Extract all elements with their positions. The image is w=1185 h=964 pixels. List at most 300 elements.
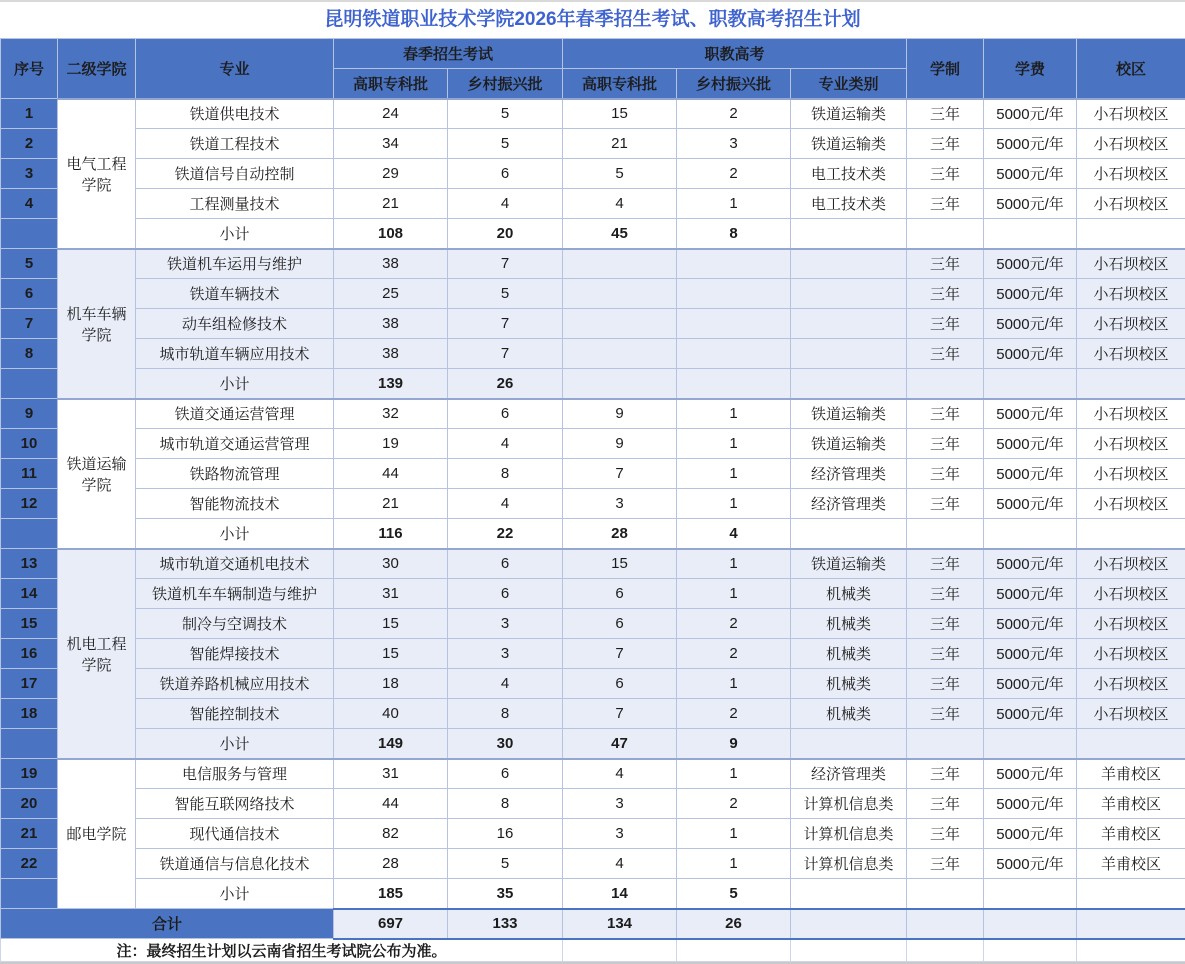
tuition-value: 5000元/年 bbox=[984, 699, 1077, 729]
subtotal-empty-duration bbox=[907, 219, 984, 249]
voc-gaozhi-value bbox=[563, 249, 677, 279]
major-category bbox=[791, 309, 907, 339]
spring-rural-value: 6 bbox=[448, 549, 563, 579]
tuition-value: 5000元/年 bbox=[984, 639, 1077, 669]
duration-value: 三年 bbox=[907, 579, 984, 609]
duration-value: 三年 bbox=[907, 669, 984, 699]
campus-value: 小石坝校区 bbox=[1077, 699, 1185, 729]
major-category: 铁道运输类 bbox=[791, 429, 907, 459]
row-seq: 9 bbox=[1, 399, 58, 429]
total-empty-category bbox=[791, 909, 907, 939]
major-row bbox=[1, 789, 1185, 819]
major-category: 计算机信息类 bbox=[791, 819, 907, 849]
subtotal-voc-gaozhi bbox=[563, 369, 677, 399]
spring-rural-value: 7 bbox=[448, 249, 563, 279]
page-title: 昆明铁道职业技术学院2026年春季招生考试、职教高考招生计划 bbox=[0, 2, 1185, 38]
voc-gaozhi-value: 5 bbox=[563, 159, 677, 189]
subtotal-label: 小计 bbox=[136, 519, 334, 549]
tuition-value: 5000元/年 bbox=[984, 189, 1077, 219]
header-college: 二级学院 bbox=[58, 39, 136, 99]
campus-value: 小石坝校区 bbox=[1077, 309, 1185, 339]
row-seq-empty bbox=[1, 729, 58, 759]
tuition-value: 5000元/年 bbox=[984, 819, 1077, 849]
voc-rural-value: 2 bbox=[677, 789, 791, 819]
duration-value: 三年 bbox=[907, 399, 984, 429]
voc-gaozhi-value: 6 bbox=[563, 609, 677, 639]
major-name: 现代通信技术 bbox=[136, 819, 334, 849]
campus-value: 小石坝校区 bbox=[1077, 279, 1185, 309]
spring-gaozhi-value: 24 bbox=[334, 99, 448, 129]
spring-rural-value: 5 bbox=[448, 849, 563, 879]
spring-gaozhi-value: 19 bbox=[334, 429, 448, 459]
voc-rural-value: 1 bbox=[677, 399, 791, 429]
subtotal-empty-category bbox=[791, 519, 907, 549]
total-row bbox=[1, 909, 1185, 939]
major-row bbox=[1, 249, 1185, 279]
header-tuition: 学费 bbox=[984, 39, 1077, 99]
major-row bbox=[1, 699, 1185, 729]
header-campus: 校区 bbox=[1077, 39, 1185, 99]
major-row bbox=[1, 669, 1185, 699]
total-spring-rural: 133 bbox=[448, 909, 563, 939]
campus-value: 小石坝校区 bbox=[1077, 99, 1185, 129]
subtotal-spring-gaozhi: 116 bbox=[334, 519, 448, 549]
tuition-value: 5000元/年 bbox=[984, 489, 1077, 519]
major-name: 铁道通信与信息化技术 bbox=[136, 849, 334, 879]
spring-rural-value: 6 bbox=[448, 399, 563, 429]
voc-rural-value: 1 bbox=[677, 579, 791, 609]
total-voc-rural: 26 bbox=[677, 909, 791, 939]
total-voc-gaozhi: 134 bbox=[563, 909, 677, 939]
duration-value: 三年 bbox=[907, 189, 984, 219]
major-name: 铁道交通运营管理 bbox=[136, 399, 334, 429]
major-name: 智能焊接技术 bbox=[136, 639, 334, 669]
subtotal-empty-campus bbox=[1077, 369, 1185, 399]
row-seq: 2 bbox=[1, 129, 58, 159]
spring-rural-value: 3 bbox=[448, 639, 563, 669]
subtotal-voc-gaozhi: 45 bbox=[563, 219, 677, 249]
subtotal-spring-rural: 30 bbox=[448, 729, 563, 759]
major-row bbox=[1, 639, 1185, 669]
subtotal-empty-campus bbox=[1077, 879, 1185, 909]
duration-value: 三年 bbox=[907, 99, 984, 129]
major-name: 铁道机车运用与维护 bbox=[136, 249, 334, 279]
row-seq: 16 bbox=[1, 639, 58, 669]
subtotal-empty-duration bbox=[907, 369, 984, 399]
voc-rural-value: 2 bbox=[677, 99, 791, 129]
subtotal-empty-tuition bbox=[984, 879, 1077, 909]
voc-rural-value: 2 bbox=[677, 609, 791, 639]
major-row bbox=[1, 189, 1185, 219]
table-header bbox=[1, 39, 1185, 99]
row-seq: 17 bbox=[1, 669, 58, 699]
voc-gaozhi-value: 9 bbox=[563, 429, 677, 459]
row-seq-empty bbox=[1, 519, 58, 549]
row-seq: 12 bbox=[1, 489, 58, 519]
subtotal-voc-rural: 4 bbox=[677, 519, 791, 549]
campus-value: 小石坝校区 bbox=[1077, 489, 1185, 519]
major-row bbox=[1, 849, 1185, 879]
row-seq: 10 bbox=[1, 429, 58, 459]
row-seq: 5 bbox=[1, 249, 58, 279]
subtotal-row bbox=[1, 879, 1185, 909]
campus-value: 小石坝校区 bbox=[1077, 339, 1185, 369]
subtotal-empty-category bbox=[791, 879, 907, 909]
major-name: 铁道工程技术 bbox=[136, 129, 334, 159]
major-row bbox=[1, 339, 1185, 369]
voc-rural-value: 2 bbox=[677, 159, 791, 189]
subtotal-label: 小计 bbox=[136, 219, 334, 249]
subtotal-empty-category bbox=[791, 729, 907, 759]
voc-rural-value: 1 bbox=[677, 189, 791, 219]
total-spring-gaozhi: 697 bbox=[334, 909, 448, 939]
tuition-value: 5000元/年 bbox=[984, 549, 1077, 579]
subtotal-spring-rural: 35 bbox=[448, 879, 563, 909]
subtotal-spring-rural: 20 bbox=[448, 219, 563, 249]
voc-gaozhi-value: 15 bbox=[563, 99, 677, 129]
tuition-value: 5000元/年 bbox=[984, 279, 1077, 309]
major-row bbox=[1, 129, 1185, 159]
major-name: 城市轨道交通机电技术 bbox=[136, 549, 334, 579]
tuition-value: 5000元/年 bbox=[984, 129, 1077, 159]
subtotal-spring-gaozhi: 139 bbox=[334, 369, 448, 399]
major-category: 经济管理类 bbox=[791, 759, 907, 789]
voc-gaozhi-value: 15 bbox=[563, 549, 677, 579]
campus-value: 羊甫校区 bbox=[1077, 819, 1185, 849]
voc-rural-value: 2 bbox=[677, 699, 791, 729]
major-category: 机械类 bbox=[791, 609, 907, 639]
voc-rural-value: 1 bbox=[677, 819, 791, 849]
voc-gaozhi-value: 7 bbox=[563, 699, 677, 729]
campus-value: 小石坝校区 bbox=[1077, 609, 1185, 639]
duration-value: 三年 bbox=[907, 309, 984, 339]
spring-gaozhi-value: 21 bbox=[334, 189, 448, 219]
voc-gaozhi-value: 3 bbox=[563, 819, 677, 849]
duration-value: 三年 bbox=[907, 249, 984, 279]
major-row bbox=[1, 819, 1185, 849]
campus-value: 小石坝校区 bbox=[1077, 129, 1185, 159]
voc-gaozhi-value: 4 bbox=[563, 759, 677, 789]
total-empty-duration bbox=[907, 909, 984, 939]
major-category: 铁道运输类 bbox=[791, 99, 907, 129]
spring-gaozhi-value: 15 bbox=[334, 609, 448, 639]
major-category: 电工技术类 bbox=[791, 159, 907, 189]
tuition-value: 5000元/年 bbox=[984, 99, 1077, 129]
spring-gaozhi-value: 34 bbox=[334, 129, 448, 159]
subtotal-spring-rural: 26 bbox=[448, 369, 563, 399]
duration-value: 三年 bbox=[907, 849, 984, 879]
college-name: 铁道运输学院 bbox=[58, 399, 136, 549]
voc-gaozhi-value bbox=[563, 339, 677, 369]
tuition-value: 5000元/年 bbox=[984, 579, 1077, 609]
major-category: 机械类 bbox=[791, 639, 907, 669]
subtotal-empty-tuition bbox=[984, 519, 1077, 549]
subtotal-spring-gaozhi: 185 bbox=[334, 879, 448, 909]
duration-value: 三年 bbox=[907, 639, 984, 669]
voc-rural-value: 1 bbox=[677, 459, 791, 489]
major-category bbox=[791, 339, 907, 369]
campus-value: 小石坝校区 bbox=[1077, 249, 1185, 279]
voc-gaozhi-value: 4 bbox=[563, 849, 677, 879]
major-row bbox=[1, 759, 1185, 789]
row-seq: 14 bbox=[1, 579, 58, 609]
major-category: 铁道运输类 bbox=[791, 129, 907, 159]
tuition-value: 5000元/年 bbox=[984, 789, 1077, 819]
row-seq: 4 bbox=[1, 189, 58, 219]
subtotal-row bbox=[1, 519, 1185, 549]
subtotal-voc-gaozhi: 28 bbox=[563, 519, 677, 549]
duration-value: 三年 bbox=[907, 699, 984, 729]
voc-rural-value: 1 bbox=[677, 549, 791, 579]
spring-rural-value: 6 bbox=[448, 159, 563, 189]
row-seq: 18 bbox=[1, 699, 58, 729]
duration-value: 三年 bbox=[907, 489, 984, 519]
header-row-groups bbox=[1, 39, 1185, 69]
header-voc-rural-batch: 乡村振兴批 bbox=[677, 69, 791, 99]
subtotal-empty-duration bbox=[907, 729, 984, 759]
major-row bbox=[1, 549, 1185, 579]
major-row bbox=[1, 429, 1185, 459]
subtotal-voc-rural bbox=[677, 369, 791, 399]
tuition-value: 5000元/年 bbox=[984, 669, 1077, 699]
subtotal-empty-tuition bbox=[984, 369, 1077, 399]
subtotal-empty-category bbox=[791, 369, 907, 399]
college-name: 机电工程学院 bbox=[58, 549, 136, 759]
campus-value: 小石坝校区 bbox=[1077, 159, 1185, 189]
spring-rural-value: 6 bbox=[448, 759, 563, 789]
subtotal-row bbox=[1, 729, 1185, 759]
major-row bbox=[1, 309, 1185, 339]
subtotal-empty-campus bbox=[1077, 519, 1185, 549]
major-name: 智能控制技术 bbox=[136, 699, 334, 729]
spring-rural-value: 4 bbox=[448, 669, 563, 699]
campus-value: 小石坝校区 bbox=[1077, 639, 1185, 669]
voc-gaozhi-value: 3 bbox=[563, 489, 677, 519]
major-category: 机械类 bbox=[791, 699, 907, 729]
campus-value: 小石坝校区 bbox=[1077, 459, 1185, 489]
major-name: 城市轨道车辆应用技术 bbox=[136, 339, 334, 369]
total-empty-campus bbox=[1077, 909, 1185, 939]
row-seq: 13 bbox=[1, 549, 58, 579]
major-name: 工程测量技术 bbox=[136, 189, 334, 219]
voc-gaozhi-value: 9 bbox=[563, 399, 677, 429]
spring-gaozhi-value: 38 bbox=[334, 249, 448, 279]
spring-gaozhi-value: 82 bbox=[334, 819, 448, 849]
subtotal-empty-campus bbox=[1077, 219, 1185, 249]
row-seq: 3 bbox=[1, 159, 58, 189]
major-category: 计算机信息类 bbox=[791, 789, 907, 819]
voc-gaozhi-value: 21 bbox=[563, 129, 677, 159]
tuition-value: 5000元/年 bbox=[984, 309, 1077, 339]
row-seq: 19 bbox=[1, 759, 58, 789]
tuition-value: 5000元/年 bbox=[984, 759, 1077, 789]
major-row bbox=[1, 399, 1185, 429]
subtotal-voc-gaozhi: 14 bbox=[563, 879, 677, 909]
row-seq: 22 bbox=[1, 849, 58, 879]
major-name: 城市轨道交通运营管理 bbox=[136, 429, 334, 459]
duration-value: 三年 bbox=[907, 159, 984, 189]
subtotal-voc-gaozhi: 47 bbox=[563, 729, 677, 759]
college-name: 机车车辆学院 bbox=[58, 249, 136, 399]
row-seq: 1 bbox=[1, 99, 58, 129]
major-category: 经济管理类 bbox=[791, 459, 907, 489]
major-category: 铁道运输类 bbox=[791, 399, 907, 429]
subtotal-label: 小计 bbox=[136, 879, 334, 909]
tuition-value: 5000元/年 bbox=[984, 339, 1077, 369]
major-name: 铁道供电技术 bbox=[136, 99, 334, 129]
header-duration: 学制 bbox=[907, 39, 984, 99]
voc-gaozhi-value: 6 bbox=[563, 579, 677, 609]
college-name: 电气工程学院 bbox=[58, 99, 136, 249]
college-name: 邮电学院 bbox=[58, 759, 136, 909]
header-spring-gaozhi-batch: 高职专科批 bbox=[334, 69, 448, 99]
subtotal-label: 小计 bbox=[136, 729, 334, 759]
duration-value: 三年 bbox=[907, 759, 984, 789]
voc-gaozhi-value: 4 bbox=[563, 189, 677, 219]
header-major-category: 专业类别 bbox=[791, 69, 907, 99]
voc-rural-value: 3 bbox=[677, 129, 791, 159]
spring-rural-value: 4 bbox=[448, 189, 563, 219]
major-name: 动车组检修技术 bbox=[136, 309, 334, 339]
total-label: 合计 bbox=[1, 909, 334, 939]
major-name: 智能互联网络技术 bbox=[136, 789, 334, 819]
spring-gaozhi-value: 44 bbox=[334, 459, 448, 489]
spring-gaozhi-value: 29 bbox=[334, 159, 448, 189]
subtotal-empty-tuition bbox=[984, 729, 1077, 759]
spring-rural-value: 3 bbox=[448, 609, 563, 639]
header-vocational-exam-group: 职教高考 bbox=[563, 39, 907, 69]
campus-value: 小石坝校区 bbox=[1077, 429, 1185, 459]
note-text: 注：最终招生计划以云南省招生考试院公布为准。 bbox=[1, 939, 563, 962]
major-category: 机械类 bbox=[791, 669, 907, 699]
major-name: 电信服务与管理 bbox=[136, 759, 334, 789]
row-seq-empty bbox=[1, 879, 58, 909]
spring-rural-value: 8 bbox=[448, 459, 563, 489]
tuition-value: 5000元/年 bbox=[984, 159, 1077, 189]
spring-rural-value: 5 bbox=[448, 279, 563, 309]
row-seq: 6 bbox=[1, 279, 58, 309]
spring-gaozhi-value: 38 bbox=[334, 309, 448, 339]
major-category bbox=[791, 279, 907, 309]
spring-rural-value: 5 bbox=[448, 129, 563, 159]
spring-gaozhi-value: 28 bbox=[334, 849, 448, 879]
row-seq: 7 bbox=[1, 309, 58, 339]
subtotal-row bbox=[1, 219, 1185, 249]
subtotal-empty-category bbox=[791, 219, 907, 249]
major-row bbox=[1, 99, 1185, 129]
row-seq: 15 bbox=[1, 609, 58, 639]
row-seq: 11 bbox=[1, 459, 58, 489]
subtotal-empty-duration bbox=[907, 519, 984, 549]
major-category: 铁道运输类 bbox=[791, 549, 907, 579]
spring-rural-value: 7 bbox=[448, 339, 563, 369]
row-seq: 20 bbox=[1, 789, 58, 819]
row-seq: 8 bbox=[1, 339, 58, 369]
campus-value: 小石坝校区 bbox=[1077, 399, 1185, 429]
campus-value: 羊甫校区 bbox=[1077, 789, 1185, 819]
voc-rural-value bbox=[677, 249, 791, 279]
voc-gaozhi-value: 7 bbox=[563, 639, 677, 669]
duration-value: 三年 bbox=[907, 789, 984, 819]
voc-rural-value: 1 bbox=[677, 849, 791, 879]
tuition-value: 5000元/年 bbox=[984, 429, 1077, 459]
header-spring-rural-batch: 乡村振兴批 bbox=[448, 69, 563, 99]
spring-rural-value: 8 bbox=[448, 789, 563, 819]
subtotal-row bbox=[1, 369, 1185, 399]
header-seq: 序号 bbox=[1, 39, 58, 99]
subtotal-voc-rural: 5 bbox=[677, 879, 791, 909]
subtotal-voc-rural: 8 bbox=[677, 219, 791, 249]
spring-gaozhi-value: 31 bbox=[334, 579, 448, 609]
spring-rural-value: 6 bbox=[448, 579, 563, 609]
major-name: 铁路物流管理 bbox=[136, 459, 334, 489]
duration-value: 三年 bbox=[907, 279, 984, 309]
subtotal-spring-rural: 22 bbox=[448, 519, 563, 549]
spring-gaozhi-value: 25 bbox=[334, 279, 448, 309]
duration-value: 三年 bbox=[907, 549, 984, 579]
major-category: 计算机信息类 bbox=[791, 849, 907, 879]
spring-gaozhi-value: 30 bbox=[334, 549, 448, 579]
table-footer bbox=[1, 909, 1185, 962]
campus-value: 羊甫校区 bbox=[1077, 849, 1185, 879]
subtotal-empty-tuition bbox=[984, 219, 1077, 249]
tuition-value: 5000元/年 bbox=[984, 849, 1077, 879]
major-category: 机械类 bbox=[791, 579, 907, 609]
voc-gaozhi-value bbox=[563, 279, 677, 309]
duration-value: 三年 bbox=[907, 459, 984, 489]
spring-rural-value: 7 bbox=[448, 309, 563, 339]
total-empty-tuition bbox=[984, 909, 1077, 939]
tuition-value: 5000元/年 bbox=[984, 609, 1077, 639]
major-row bbox=[1, 579, 1185, 609]
major-name: 铁道机车车辆制造与维护 bbox=[136, 579, 334, 609]
spring-rural-value: 16 bbox=[448, 819, 563, 849]
voc-gaozhi-value: 6 bbox=[563, 669, 677, 699]
duration-value: 三年 bbox=[907, 819, 984, 849]
subtotal-spring-gaozhi: 108 bbox=[334, 219, 448, 249]
voc-rural-value bbox=[677, 309, 791, 339]
campus-value: 小石坝校区 bbox=[1077, 189, 1185, 219]
header-major: 专业 bbox=[136, 39, 334, 99]
spring-gaozhi-value: 31 bbox=[334, 759, 448, 789]
major-row bbox=[1, 609, 1185, 639]
voc-rural-value bbox=[677, 339, 791, 369]
major-name: 制冷与空调技术 bbox=[136, 609, 334, 639]
row-seq-empty bbox=[1, 369, 58, 399]
spring-rural-value: 5 bbox=[448, 99, 563, 129]
major-row bbox=[1, 279, 1185, 309]
subtotal-empty-campus bbox=[1077, 729, 1185, 759]
major-category bbox=[791, 249, 907, 279]
major-category: 经济管理类 bbox=[791, 489, 907, 519]
subtotal-spring-gaozhi: 149 bbox=[334, 729, 448, 759]
voc-rural-value: 1 bbox=[677, 429, 791, 459]
subtotal-label: 小计 bbox=[136, 369, 334, 399]
spring-gaozhi-value: 15 bbox=[334, 639, 448, 669]
header-spring-exam-group: 春季招生考试 bbox=[334, 39, 563, 69]
duration-value: 三年 bbox=[907, 429, 984, 459]
table-body bbox=[1, 99, 1185, 909]
major-name: 智能物流技术 bbox=[136, 489, 334, 519]
spring-gaozhi-value: 40 bbox=[334, 699, 448, 729]
voc-rural-value bbox=[677, 279, 791, 309]
campus-value: 小石坝校区 bbox=[1077, 549, 1185, 579]
major-row bbox=[1, 489, 1185, 519]
major-name: 铁道车辆技术 bbox=[136, 279, 334, 309]
admission-plan-table bbox=[0, 38, 1185, 962]
spring-rural-value: 4 bbox=[448, 429, 563, 459]
spring-gaozhi-value: 44 bbox=[334, 789, 448, 819]
